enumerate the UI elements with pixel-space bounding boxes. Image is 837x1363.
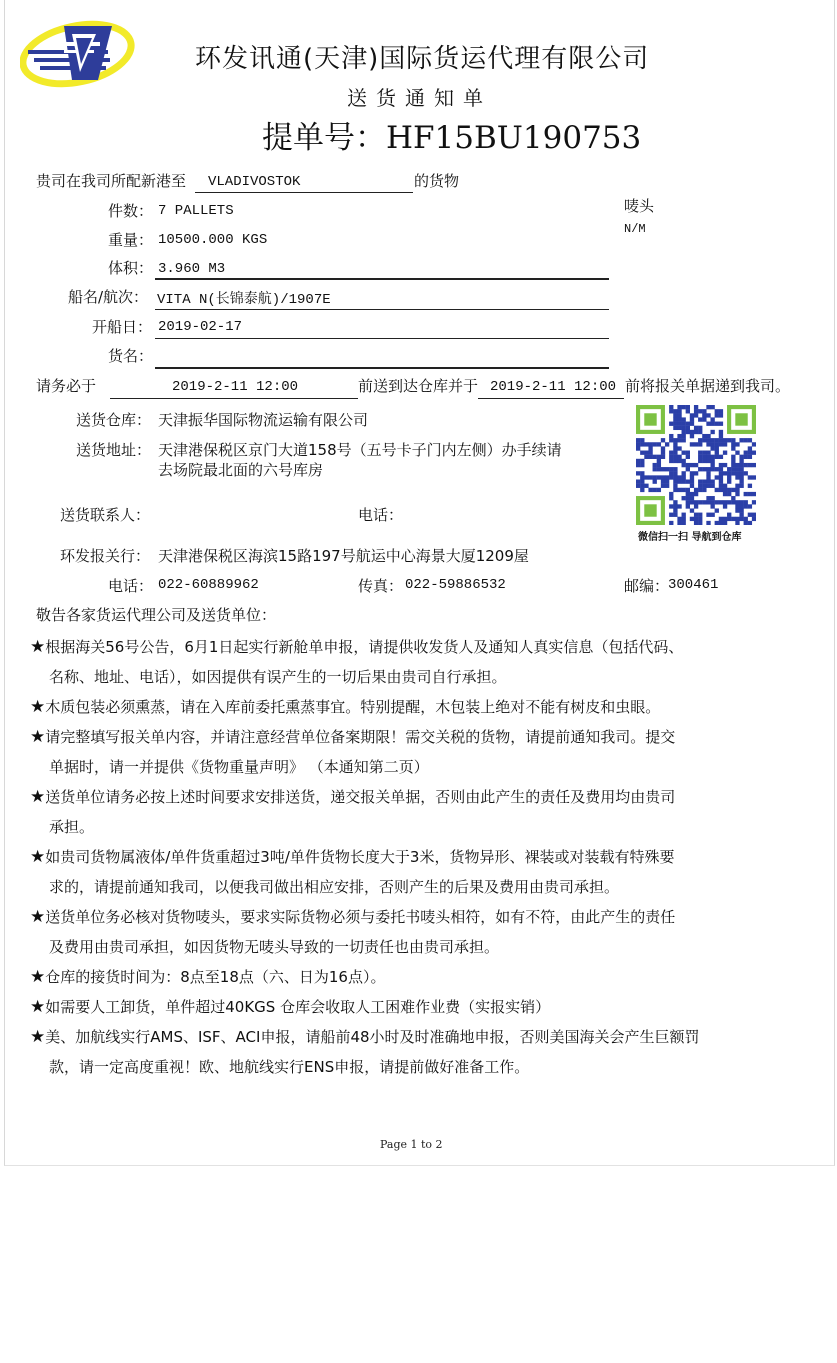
company-logo [20, 20, 135, 90]
star-icon: ★ [30, 1027, 46, 1047]
star-icon: ★ [30, 727, 46, 747]
star-icon: ★ [30, 787, 46, 807]
star-icon: ★ [30, 637, 46, 657]
page-number: Page 1 to 2 [380, 1138, 443, 1151]
notice-text-continued: 承担。 [49, 818, 95, 836]
customs-zip-label: 邮编： [624, 577, 670, 595]
volume-label: 体积： [108, 259, 154, 277]
deadline-prefix: 请务必于 [36, 377, 97, 395]
notice-text-continued: 单据时，请一并提供《货物重量声明》 （本通知第二页） [49, 758, 429, 776]
destination-port: VLADIVOSTOK [208, 174, 301, 190]
notice-text: 仓库的接货时间为：8点至18点（六、日为16点）。 [45, 968, 386, 986]
star-icon: ★ [30, 907, 46, 927]
notice-text: 根据海关56号公告，6月1日起实行新舱单申报，请提供收发货人及通知人真实信息（包括代码、 [45, 638, 684, 656]
customs-tel-value: 022-60889962 [158, 577, 259, 593]
notice-text: 如需要人工卸货，单件超过40KGS 仓库会收取人工困难作业费（实报实销） [45, 998, 551, 1016]
qr-finder-pattern [727, 405, 756, 434]
notice-text: 美、加航线实行AMS、ISF、ACI申报，请船前48小时及时准确地申报，否则美国海关会产生巨额罚 [45, 1028, 700, 1046]
notice-item [30, 1026, 700, 1047]
customs-broker-address: 天津港保税区海滨15路197号航运中心海景大厦1209屋 [158, 547, 529, 565]
warehouse-address-label: 送货地址： [76, 441, 152, 459]
docs-time: 2019-2-11 12:00 [490, 379, 617, 395]
star-icon: ★ [30, 967, 46, 987]
notice-text-continued: 款，请一定高度重视！欧、地航线实行ENS申报，请提前做好准备工作。 [49, 1058, 530, 1076]
notice-item [30, 966, 385, 987]
cargo-intro-suffix: 的货物 [414, 172, 460, 190]
marks-value: N/M [624, 222, 646, 236]
goods-label: 货名： [108, 347, 154, 365]
pieces-value: 7 PALLETS [158, 203, 234, 219]
contact-label: 送货联系人： [60, 506, 151, 524]
vessel-label: 船名/航次： [68, 288, 149, 306]
customs-fax-label: 传真： [358, 577, 404, 595]
notice-text: 请完整填写报关单内容，并请注意经营单位备案期限！需交关税的货物，请提前通知我司。提交 [45, 728, 676, 746]
notice-item [30, 786, 675, 807]
notice-text-continued: 及费用由贵司承担，如因货物无唛头导致的一切责任也由贵司承担。 [49, 938, 500, 956]
qr-finder-pattern [636, 496, 665, 525]
company-name: 环发讯通(天津)国际货运代理有限公司 [195, 44, 650, 74]
weight-value: 10500.000 KGS [158, 232, 268, 248]
warehouse-name: 天津振华国际物流运输有限公司 [158, 411, 369, 429]
vessel-value: VITA N(长锦泰航)/1907E [157, 292, 331, 308]
sailing-date-label: 开船日： [92, 318, 153, 336]
warehouse-navigation-qr-code[interactable] [636, 405, 756, 525]
notice-item [30, 996, 550, 1017]
bl-number-heading [262, 112, 641, 157]
deadline-suffix: 前将报关单据递到我司。 [625, 377, 791, 395]
star-icon: ★ [30, 997, 46, 1017]
pieces-label: 件数： [108, 202, 154, 220]
contact-phone-label: 电话： [358, 506, 404, 524]
customs-fax-value: 022-59886532 [405, 577, 506, 593]
document-subtitle: 送货通知单 [347, 86, 492, 110]
notice-text-continued: 名称、地址、电话），如因提供有误产生的一切后果由贵司自行承担。 [49, 668, 507, 686]
marks-label: 唛头 [624, 197, 655, 215]
bl-number-label: 提单号： [262, 120, 386, 156]
warehouse-address-line2: 去场院最北面的六号库房 [158, 461, 324, 479]
notice-item [30, 636, 683, 657]
bl-number-value: HF15BU190753 [386, 120, 642, 156]
notice-item [30, 696, 660, 717]
qr-finder-pattern [636, 405, 665, 434]
customs-broker-label: 环发报关行： [60, 547, 151, 565]
star-icon: ★ [30, 847, 46, 867]
notice-text: 如贵司货物属液体/单件货重超过3吨/单件货物长度大于3米，货物异形、裸装或对装载有特殊要 [45, 848, 675, 866]
warehouse-name-label: 送货仓库： [76, 411, 152, 429]
notice-text: 木质包装必须熏蒸，请在入库前委托熏蒸事宜。特别提醒，木包装上绝对不能有树皮和虫眼。 [45, 698, 661, 716]
deadline-middle: 前送到达仓库并于 [358, 377, 479, 395]
notice-item [30, 906, 675, 927]
cargo-intro-prefix: 贵司在我司所配新港至 [36, 172, 187, 190]
weight-label: 重量： [108, 231, 154, 249]
notice-item [30, 726, 675, 747]
notices-heading: 敬告各家货运代理公司及送货单位： [36, 606, 277, 624]
customs-tel-label: 电话： [108, 577, 154, 595]
notice-text: 送货单位请务必按上述时间要求安排送货，递交报关单据，否则由此产生的责任及费用均由贵司 [45, 788, 676, 806]
warehouse-address-line1: 天津港保税区京门大道158号（五号卡子门内左侧）办手续请 [158, 441, 562, 459]
star-icon: ★ [30, 697, 46, 717]
delivery-time: 2019-2-11 12:00 [172, 379, 299, 395]
sailing-date-value: 2019-02-17 [158, 319, 243, 335]
customs-zip-value: 300461 [668, 577, 719, 593]
notice-text: 送货单位务必核对货物唛头，要求实际货物必须与委托书唛头相符，如有不符，由此产生的责任 [45, 908, 676, 926]
notice-text-continued: 求的，请提前通知我司，以便我司做出相应安排，否则产生的后果及费用由贵司承担。 [49, 878, 620, 896]
qr-caption: 微信扫一扫 导航到仓库 [638, 532, 742, 543]
notice-item [30, 846, 674, 867]
volume-value: 3.960 M3 [158, 261, 226, 277]
